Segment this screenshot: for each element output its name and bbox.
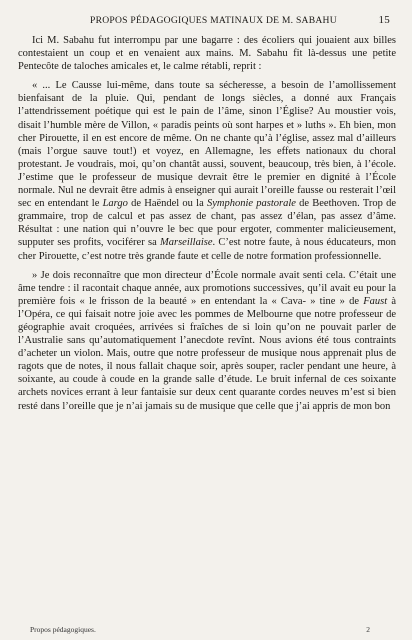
running-title: PROPOS PÉDAGOGIQUES MATINAUX DE M. SABAHU xyxy=(90,15,337,26)
page-footer xyxy=(30,625,370,634)
text-run: » Je dois reconnaître que mon directeur d’École normale avait senti cela. C’était une âme tendre : il racontait chaque année, aux promotions successives, qu’il avait eu pour la première fois « le frisson de la beauté » en entendant la « Cava- » tine » de xyxy=(18,269,396,307)
italic-title: Marseillaise xyxy=(160,237,213,249)
text-run: à l’Opéra, ce qui faisait notre joie avec les pommes de Melbourne que notre professeur de géographie avait croquées, arrivées si fraîches de si loin qu’on ne pouvait parler de l’Australie sans qu’automatiquement l’anecdote revînt. Nous avions été tous contraints d’acheter un violon. Mais, outre que notre professeur de musique nous apprenait plus de ragots que de notes, il nous fallait chaque soir, après souper, racler pendant une heure, à soixante, au coude à coude en la grande salle d’étude. Le bruit infernal de ces soixante archets novices errant à leur fantaisie sur deux cent quarante cordes neuves m’est si bien resté dans l’oreille que je n’ai jamais su de musique que celle que j’ai appris de mon bon xyxy=(18,295,396,412)
paragraph xyxy=(18,34,396,73)
paragraph xyxy=(18,79,396,262)
page-number: 15 xyxy=(378,14,390,26)
text-run: de Haëndel ou la xyxy=(127,198,207,210)
body-text xyxy=(18,34,396,413)
footer-signature-mark: Propos pédagogiques. xyxy=(30,625,96,634)
text-run: de Beethoven. Trop de grammaire, trop de calcul et pas assez de chant, pas assez d’élan, pas assez d’âme. Résultat : une nation qui n’ouvre le bec que pour ergoter, commenter malicieusement, supputer ses profits, vociférer sa xyxy=(18,198,396,249)
text-run: Ici M. Sabahu fut interrompu par une bagarre : des écoliers qui jouaient aux billes contestaient un coup et en venaient aux mains. M. Sabahu fit là-dessus une petite Pentecôte de taloches amicales et, le calme rétabli, reprit : xyxy=(18,35,396,73)
italic-title: Symphonie pastorale xyxy=(206,198,296,210)
paragraph xyxy=(18,269,396,413)
italic-title: Faust xyxy=(363,295,388,307)
running-header xyxy=(90,10,396,30)
italic-title: Largo xyxy=(102,198,128,210)
text-run: « ... Le Causse lui-même, dans toute sa sécheresse, a besoin de l’amollissement bienfaisant de la pluie. Qui, pendant de longs siècles, a donné aux Français l’attendrissement poétique qui est le pain de l’âme, sinon l’Église? Au moustier vois, disait l’humble mère de Villon, « paradis peints où sont harpes et » luths ». Eh bien, mon cher Pirouette, il en est encore de même. On ne chante qu’à l’église, assez mal d’ailleurs (mais l’orgue sauve tout!) et voyez, en Allemagne, les effets nationaux du choral protestant. Je voudrais, moi, qu’on chantât aussi, souvent, beaucoup, très bien, à l’école. J’estime que le professeur de musique devrait être le premier en dignité à l’École normale. Nul ne devrait être admis à enseigner qui aurait l’oreille fausse ou resterait l’œil sec en entendant le xyxy=(18,80,396,210)
text-run: . C’est notre faute, à nous éducateurs, mon cher Pirouette, c’est notre très grande faute et celle de notre formation professionnelle. xyxy=(18,237,397,262)
footer-sheet-number: 2 xyxy=(366,625,370,634)
